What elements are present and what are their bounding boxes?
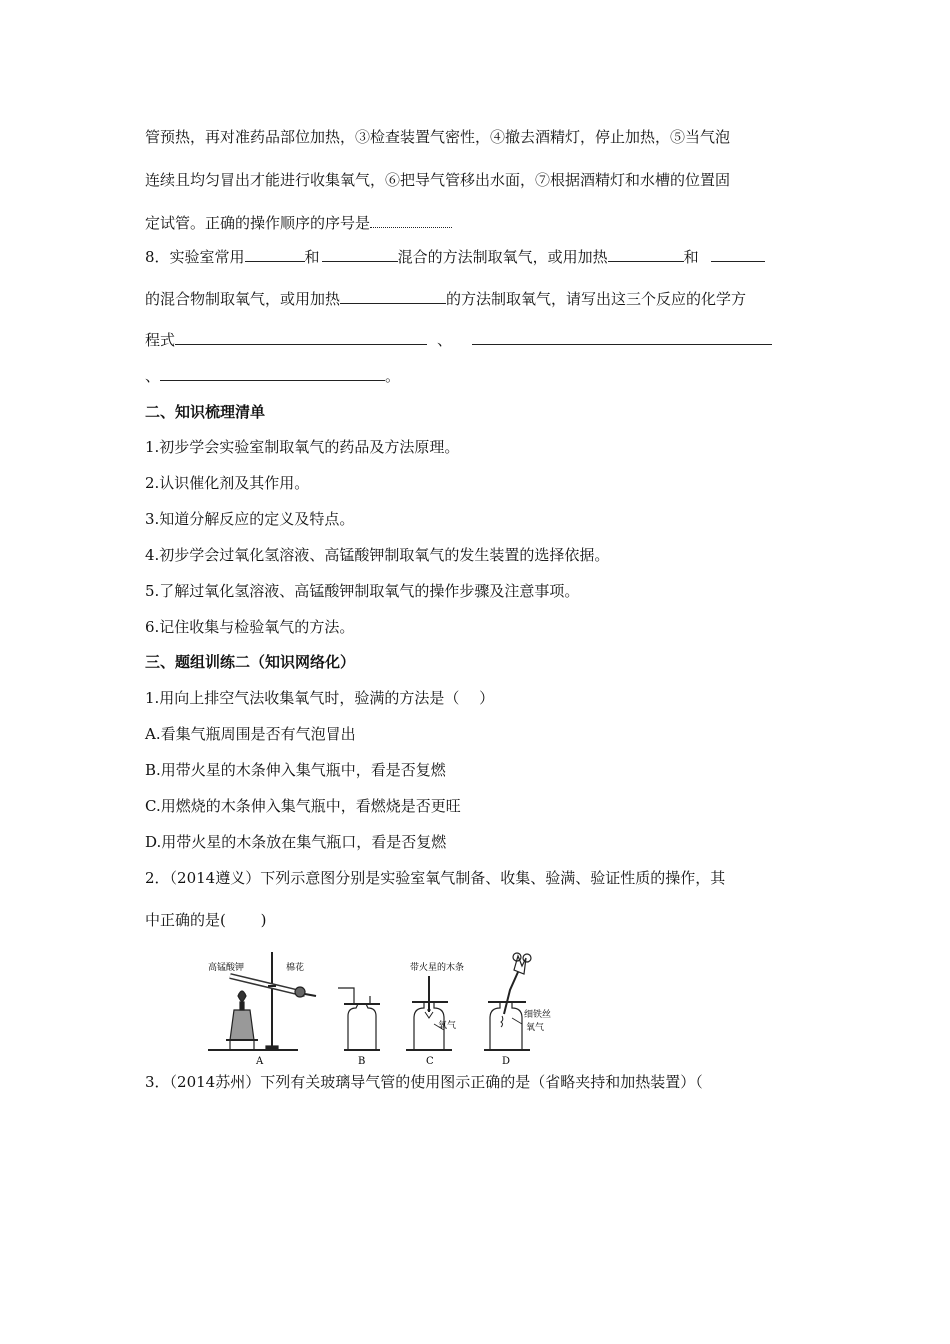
q1-option-c[interactable]: C.用燃烧的木条伸入集气瓶中，看燃烧是否更旺 [145,797,461,815]
q7-answer-blank[interactable] [370,213,452,228]
q7-line-3-text: 定试管。正确的操作顺序的序号是 [145,214,371,232]
q8-blank-1[interactable] [245,247,305,262]
q8-separator: 、 [437,331,453,349]
figure-label-iron-wire: 细铁丝 [524,1010,552,1020]
q8-line-1 [145,247,765,267]
q8-text-6: 的方法制取氧气，请写出这三个反应的化学方 [446,290,747,308]
q8-text-end: 。 [385,367,401,385]
q8-line-4 [145,366,400,386]
q8-equation-blank-3[interactable] [160,366,385,381]
section-2-item: 4.初步学会过氧化氢溶液、高锰酸钾制取氧气的发生装置的选择依据。 [145,546,610,564]
q8-text-7: 程式 [145,331,176,349]
q8-blank-3[interactable] [608,247,684,262]
q1-option-a[interactable]: A.看集气瓶周围是否有气泡冒出 [145,725,356,743]
q8-equation-blank-2[interactable] [472,330,772,345]
apparatus-b [338,988,380,1050]
figure-label-oxygen-d: 氧气 [526,1023,545,1033]
q3-stem: 3．（2014苏州）下列有关玻璃导气管的使用图示正确的是（省略夹持和加热装置）（ [145,1073,703,1091]
q2-stem-line-1: 2．（2014遵义）下列示意图分别是实验室氧气制备、收集、验满、验证性质的操作，其 [145,869,726,887]
q1-option-d[interactable]: D.用带火星的木条放在集气瓶口，看是否复燃 [145,833,447,851]
q8-line-2 [145,289,746,309]
q7-line-1: 管预热，再对准药品部位加热，③检查装置气密性，④撤去酒精灯，停止加热，⑤当气泡 [145,128,731,146]
q7-line-3 [145,213,452,233]
q8-text-4: 和 [683,248,699,266]
q8-blank-5[interactable] [340,289,446,304]
q8-equation-blank-1[interactable] [175,330,427,345]
figure-label-oxygen-c: 氧气 [438,1021,457,1031]
q8-text-1: 8．实验室常用 [145,248,245,266]
figure-label-potassium-permanganate: 高锰酸钾 [208,963,245,973]
q8-blank-4[interactable] [711,247,765,262]
section-2-item: 2.认识催化剂及其作用。 [145,474,310,492]
apparatus-d [484,953,531,1050]
figure-letter-a: A [256,1056,264,1066]
q8-text-8: 、 [145,367,161,385]
q8-blank-2[interactable] [322,247,398,262]
q1-option-b[interactable]: B.用带火星的木条伸入集气瓶中，看是否复燃 [145,761,446,779]
figure-label-glowing-splint: 带火星的木条 [410,963,465,973]
q1-stem: 1.用向上排空气法收集氧气时，验满的方法是（ ） [145,689,495,707]
section-3-title: 三、题组训练二（知识网络化） [145,653,356,671]
q7-line-2: 连续且均匀冒出才能进行收集氧气，⑥把导气管移出水面，⑦根据酒精灯和水槽的位置固 [145,171,731,189]
section-2-item: 3.知道分解反应的定义及特点。 [145,510,355,528]
q8-text-2: 和 [304,248,320,266]
figure-letter-d: D [502,1056,511,1066]
q8-text-5: 的混合物制取氧气，或用加热 [145,290,341,308]
figure-letter-c: C [426,1056,434,1066]
figure-letter-b: B [358,1056,366,1066]
q2-apparatus-figure [200,944,580,1066]
apparatus-c [406,976,452,1050]
figure-label-cotton: 棉花 [286,963,305,973]
section-2-item: 1.初步学会实验室制取氧气的药品及方法原理。 [145,438,460,456]
section-2-item: 5.了解过氧化氢溶液、高锰酸钾制取氧气的操作步骤及注意事项。 [145,582,580,600]
section-2-item: 6.记住收集与检验氧气的方法。 [145,618,355,636]
section-2-title: 二、知识梳理清单 [145,403,266,421]
q8-line-3 [145,330,772,350]
q2-stem-line-2: 中正确的是( ) [145,911,267,929]
q8-text-3: 混合的方法制取氧气，或用加热 [397,248,608,266]
